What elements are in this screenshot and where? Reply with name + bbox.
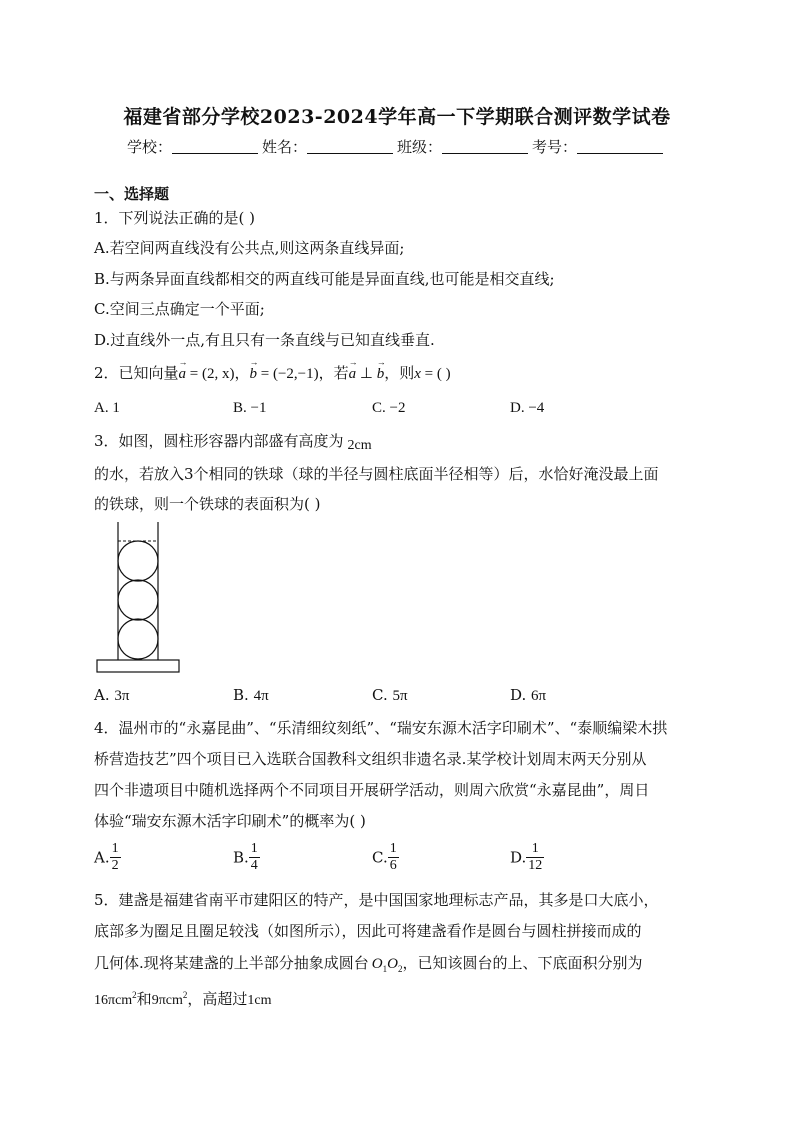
q1-stem: 1．下列说法正确的是( )	[94, 209, 256, 227]
q4-option-c: C. $\frac{1}{6}$	[372, 841, 397, 873]
q4-option-a: A. $\frac{1}{2}$	[94, 841, 119, 873]
q4-option-b: B. $\frac{1}{4}$	[233, 841, 258, 873]
section-heading-choice: 一、选择题	[94, 185, 170, 203]
name-label: 姓名：	[261, 138, 307, 156]
q3-option-a: A. 3π	[94, 686, 130, 704]
q3-stem-line3: 的铁球，则一个铁球的表面积为( )	[94, 495, 321, 513]
vector-b: → b	[249, 357, 259, 382]
q5-stem-line3: 几何体.现将某建盏的上半部分抽象成圆台 $O_1O_2$，已知该圆台的上、下底面积分别为	[94, 954, 643, 974]
q2-option-a: A. 1	[94, 400, 120, 416]
ball-middle	[118, 580, 158, 620]
q4-stem-line4: 体验“瑞安东源木活字印刷术”的概率为( )	[94, 812, 366, 830]
page-title: 福建省部分学校2023-2024学年高一下学期联合测评数学试卷	[123, 106, 671, 128]
ball-bottom	[118, 619, 158, 659]
q2-option-d: D. −4	[510, 400, 545, 416]
q4-stem-line2: 桥营造技艺”四个项目已入选联合国教科文组织非遗名录.某学校计划周末两天分别从	[94, 750, 647, 768]
class-label: 班级：	[397, 138, 443, 156]
student-info-line	[0, 136, 794, 157]
q2-option-c: C. −2	[372, 400, 406, 416]
q1-option-b: B.与两条异面直线都相交的两直线可能是异面直线,也可能是相交直线;	[94, 270, 555, 288]
name-blank[interactable]	[307, 139, 393, 154]
q3-option-c: C. 5π	[372, 686, 408, 704]
q2-stem: 2．已知向量 → a = (2, x)， → b = (−2,−1)，若 → a ⊥ → b，则x = ( )	[94, 357, 451, 382]
class-blank[interactable]	[442, 139, 528, 154]
cylinder-base	[97, 660, 179, 672]
q4-stem-line3: 四个非遗项目中随机选择两个不同项目开展研学活动，则周六欣赏“永嘉昆曲”，周日	[94, 781, 650, 799]
q3-stem-line2: 的水，若放入3个相同的铁球（球的半径与圆柱底面半径相等）后，水恰好淹没最上面	[94, 465, 659, 483]
q4-option-d: D. $\frac{1}{12}$	[510, 841, 543, 873]
vector-b-ref: → b	[376, 357, 386, 382]
q1-option-a: A.若空间两直线没有公共点,则这两条直线异面;	[94, 239, 405, 257]
q5-stem-line4: 16πcm$^2$和9πcm$^2$，高超过1cm	[94, 990, 272, 1008]
vector-a: → a	[178, 357, 188, 382]
q2-option-b: B. −1	[233, 400, 267, 416]
school-label: 学校：	[126, 138, 172, 156]
q3-stem-line1: 3．如图，圆柱形容器内部盛有高度为 2cm	[94, 432, 372, 453]
q1-option-c: C.空间三点确定一个平面;	[94, 300, 265, 318]
exam-no-label: 考号：	[532, 138, 578, 156]
q3-option-b: B. 4π	[233, 686, 269, 704]
vector-a-ref: → a	[348, 357, 358, 382]
ball-top	[118, 541, 158, 581]
q5-stem-line2: 底部多为圈足且圈足较浅（如图所示），因此可将建盏看作是圆台与圆柱拼接而成的	[94, 922, 642, 940]
q5-stem-line1: 5．建盏是福建省南平市建阳区的特产，是中国国家地理标志产品，其多是口大底小，	[94, 891, 659, 909]
q1-option-d: D.过直线外一点,有且只有一条直线与已知直线垂直.	[94, 331, 435, 349]
q3-option-d: D. 6π	[510, 686, 547, 704]
cylinder-with-balls-figure	[96, 522, 182, 676]
q4-stem-line1: 4．温州市的“永嘉昆曲”、“乐清细纹刻纸”、“瑞安东源木活字印刷术”、“泰顺编梁木拱	[94, 719, 668, 737]
school-blank[interactable]	[172, 139, 258, 154]
exam-no-blank[interactable]	[577, 139, 663, 154]
